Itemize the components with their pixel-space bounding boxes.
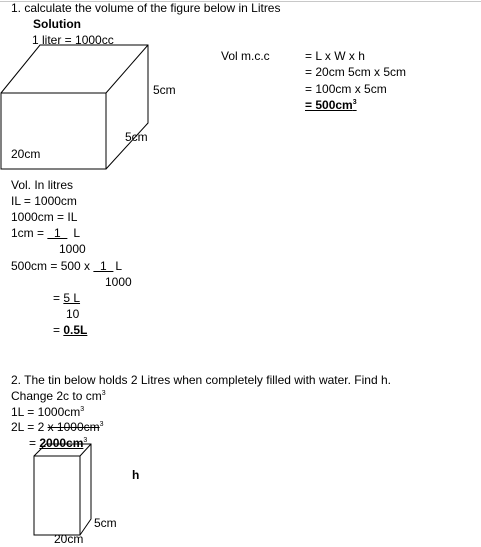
tin-back-outline [34, 444, 91, 535]
litres-line-4-denominator: 1000 [105, 275, 132, 289]
litres-result: = 0.5L [53, 323, 88, 337]
q1-heading: 1. calculate the volume of the figure below in Litres [11, 1, 281, 15]
litres-line-3: 1cm = 1 L [11, 226, 81, 240]
tin-width-label: 20cm [54, 532, 84, 546]
calc-line-1: = L x W x h [305, 49, 365, 63]
calc-line-2: = 20cm 5cm x 5cm [305, 65, 407, 79]
q2-line-2: 2L = 2 x $1000cm^3$ [11, 420, 104, 434]
tin-figure [34, 444, 91, 535]
cuboid-width-label: 5cm [125, 130, 148, 144]
litres-line-4: 500cm = 500 x 1 L [11, 259, 123, 273]
litres-line-1: IL = 1000cm [11, 194, 77, 208]
cuboid-length-label: 20cm [11, 147, 41, 161]
calc-line-4: = $500cm^3$ [305, 98, 357, 112]
q2-heading: 2. The tin below holds 2 Litres when completely filled with water. Find h. [11, 373, 391, 387]
q2-line-3: = $2000cm^3$ [29, 436, 88, 450]
tin-height-label: h [132, 468, 140, 482]
cuboid-top-right-edge [106, 45, 148, 93]
q2-change-line: Change 2c to $cm^3$ [11, 389, 106, 403]
cuboid-height-label: 5cm [153, 83, 176, 97]
tin-depth-label: 5cm [94, 516, 117, 530]
tin-front-face [34, 456, 80, 535]
litres-line-5-denominator: 10 [66, 307, 80, 321]
litres-line-2: 1000cm = IL [11, 210, 78, 224]
calc-line-3: = 100cm x 5cm [305, 82, 387, 96]
litres-line-3-denominator: 1000 [59, 242, 86, 256]
q2-line-1: $1L = 1000cm^3$ [11, 405, 85, 419]
litres-title: Vol. In litres [11, 178, 74, 192]
q1-conversion: 1 liter = 1000cc [32, 33, 114, 47]
vol-label: Vol m.c.c [221, 49, 270, 63]
q1-solution-label: Solution [33, 17, 81, 31]
litres-line-5: = 5 L [53, 291, 81, 305]
